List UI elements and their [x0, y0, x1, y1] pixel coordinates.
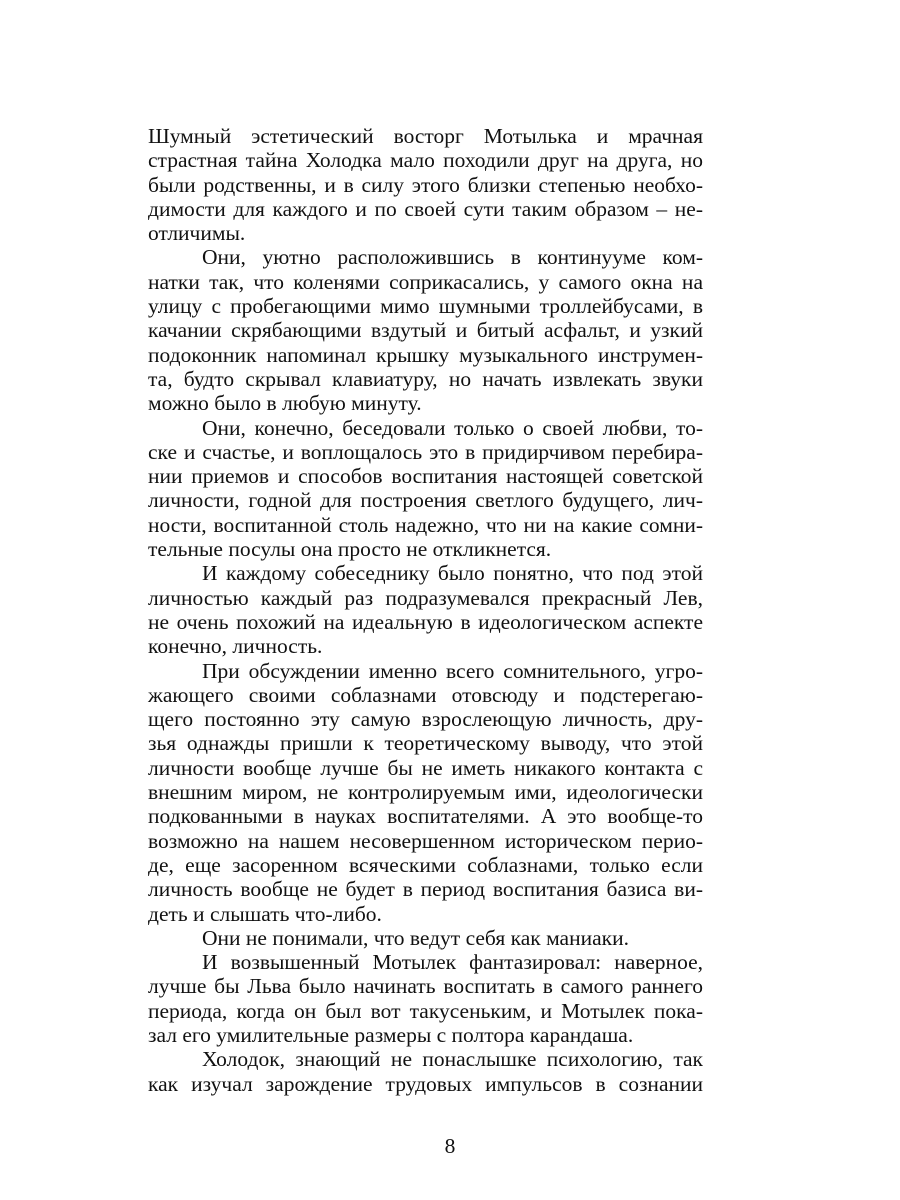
text-line: та, будто скрывал клавиатуру, но начать извлекать звуки — [148, 366, 703, 391]
text-line: внешним миром, не контролируемым ими, идеологически — [148, 780, 703, 805]
text-line: И возвышенный Мотылек фантазировал: наверное, — [202, 950, 703, 975]
text-line: нии приемов и способов воспитания настоящей советской — [148, 464, 703, 489]
text-line: щего постоянно эту самую взрослеющую личность, дру- — [148, 707, 703, 732]
text-line: подоконник напоминал крышку музыкального инструмен- — [148, 342, 703, 367]
text-line: де, еще засоренном всяческими соблазнами, только если — [148, 852, 703, 877]
text-line: страстная тайна Холодка мало походили друг на друга, но — [148, 148, 703, 173]
text-line: зья однажды пришли к теоретическому выводу, что этой — [148, 731, 703, 756]
text-line: конечно, личность. — [148, 634, 323, 659]
text-line: натки так, что коленями соприкасались, у самого окна на — [148, 269, 703, 294]
text-line: Они не понимали, что ведут себя как маниаки. — [202, 925, 629, 950]
text-line: димости для каждого и по своей сути таким образом – не- — [148, 196, 703, 221]
text-line: Они, конечно, беседовали только о своей любви, то- — [202, 415, 703, 440]
text-line: как изучал зарождение трудовых импульсов в сознании — [148, 1071, 703, 1096]
text-line: ности, воспитанной столь надежно, что ни на какие сомни- — [148, 512, 703, 537]
page-number: 8 — [444, 1134, 456, 1158]
text-line: личности вообще лучше бы не иметь никакого контакта с — [148, 755, 703, 780]
text-line: Шумный эстетический восторг Мотылька и мрачная — [148, 124, 703, 148]
text-line: Они, уютно расположившись в континууме ком- — [202, 245, 703, 270]
text-line: не очень похожий на идеальную в идеологическом аспекте — [148, 609, 703, 634]
text-line: жающего своими соблазнами отовсюду и подстерегаю- — [148, 682, 703, 707]
text-line: При обсуждении именно всего сомнительного, угро- — [202, 658, 703, 683]
text-line: личности, годной для построения светлого будущего, лич- — [148, 488, 703, 513]
text-line: периода, когда он был вот такусеньким, и Мотылек пока- — [148, 998, 703, 1023]
text-line: личность вообще не будет в период воспитания базиса ви- — [148, 877, 703, 902]
text-line: подкованными в науках воспитателями. А это вообще-то — [148, 804, 703, 829]
text-line: были родственны, и в силу этого близки степенью необхо- — [148, 172, 703, 197]
text-line: лучше бы Льва было начинать воспитать в самого раннего — [148, 974, 703, 999]
text-line: отличимы. — [148, 221, 246, 246]
text-line: личностью каждый раз подразумевался прекрасный Лев, — [148, 585, 703, 610]
text-line: можно было в любую минуту. — [148, 391, 422, 416]
text-line: возможно на нашем несовершенном историческом перио- — [148, 828, 703, 853]
text-line: И каждому собеседнику было понятно, что под этой — [202, 561, 703, 586]
text-line: зал его умилительные размеры с полтора карандаша. — [148, 1022, 634, 1047]
text-line: Холодок, знающий не понаслышке психологию, так — [202, 1047, 703, 1072]
text-line: тельные посулы она просто не откликнется. — [148, 537, 552, 562]
text-line: качании скрябающими вздутый и битый асфальт, и узкий — [148, 318, 703, 343]
text-line: улицу с пробегающими мимо шумными троллейбусами, в — [148, 294, 703, 319]
body-text — [148, 124, 703, 1096]
text-line: деть и слышать что-либо. — [148, 901, 382, 926]
text-line: ске и счастье, и воплощалось это в придирчивом перебира- — [148, 439, 703, 464]
